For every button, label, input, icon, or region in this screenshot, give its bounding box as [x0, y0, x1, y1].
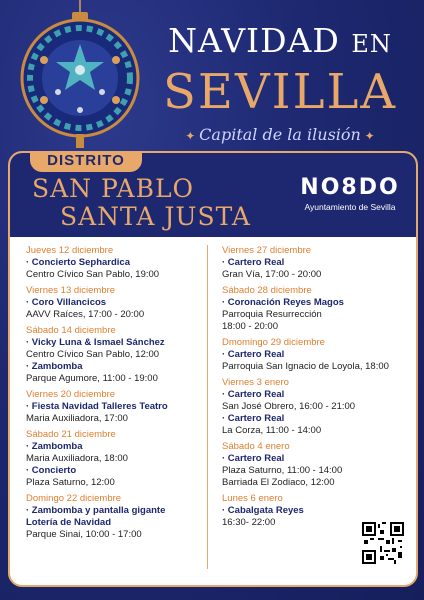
title-sevilla: SEVILLA: [163, 64, 397, 120]
day-block: [222, 337, 400, 373]
event-title: · Vicky Luna & Ismael Sánchez: [26, 337, 165, 348]
event-date: Viernes 13 diciembre: [26, 285, 116, 296]
day-block: [26, 389, 204, 425]
program-card: [8, 151, 418, 587]
event-title: · Zambomba: [26, 361, 83, 372]
event-date: Sábado 14 diciembre: [26, 325, 116, 336]
event-date: Viernes 3 enero: [222, 377, 289, 388]
event-place: La Corza, 11:00 - 14:00: [222, 425, 322, 436]
event-date: Jueves 12 diciembre: [26, 245, 114, 256]
event-place: Barriada El Zodiaco, 12:00: [222, 477, 335, 488]
card-header: [10, 153, 416, 237]
day-block: [26, 325, 204, 385]
event-date: Viernes 20 diciembre: [26, 389, 116, 400]
event-place: Plaza Saturno, 11:00 - 14:00: [222, 465, 343, 476]
event-title: · Coro Villancicos: [26, 297, 107, 308]
christmas-bauble-icon: [14, 0, 154, 150]
event-title: · Cartero Real: [222, 257, 285, 268]
day-block: [222, 377, 400, 437]
ayuntamiento-logo: [292, 175, 408, 225]
event-place: 16:30- 22:00: [222, 517, 276, 528]
event-place: AAVV Raíces, 17:00 - 20:00: [26, 309, 145, 320]
event-place: Maria Auxiliadora, 17:00: [26, 413, 128, 424]
day-block: [222, 285, 400, 333]
event-date: Dmomingo 29 diciembre: [222, 337, 325, 348]
column-divider: [207, 245, 208, 569]
event-place: Centro Cívico San Pablo, 19:00: [26, 269, 160, 280]
day-block: [26, 429, 204, 489]
event-title: · Cartero Real: [222, 349, 285, 360]
qr-code-icon: [362, 522, 404, 564]
left-column: [26, 245, 204, 545]
event-title: · Zambomba y pantalla gigante: [26, 505, 166, 516]
event-date: Sábado 4 enero: [222, 441, 290, 452]
event-title: Lotería de Navidad: [26, 517, 111, 528]
tagline: ✦ Capital de la ilusión ✦: [185, 125, 375, 144]
event-date: Sábado 21 diciembre: [26, 429, 116, 440]
event-title: · Cartero Real: [222, 389, 285, 400]
event-place: 18:00 - 20:00: [222, 321, 278, 332]
district-name: SAN PABLO SANTA JUSTA: [32, 174, 251, 231]
event-title: · Fiesta Navidad Talleres Teatro: [26, 401, 168, 412]
event-title: · Cartero Real: [222, 453, 285, 464]
day-block: [222, 441, 400, 489]
event-title: · Zambomba: [26, 441, 83, 452]
event-place: Maria Auxiliadora, 18:00: [26, 453, 128, 464]
event-title: · Coronación Reyes Magos: [222, 297, 344, 308]
right-column: [222, 245, 400, 533]
logo-subtitle: Ayuntamiento de Sevilla: [304, 202, 396, 212]
no8do-logo: NO8DO: [300, 175, 400, 200]
event-title: · Cartero Real: [222, 413, 285, 424]
event-place: Parroquia San Ignacio de Loyola, 18:00: [222, 361, 389, 372]
event-place: Parque Agumore, 11:00 - 19:00: [26, 373, 158, 384]
event-date: Domingo 22 diciembre: [26, 493, 122, 504]
title-navidad: NAVIDAD EN: [168, 21, 392, 60]
day-block: [26, 245, 204, 281]
event-place: Parque Sinai, 10:00 - 17:00: [26, 529, 142, 540]
event-place: Centro Cívico San Pablo, 12:00: [26, 349, 160, 360]
district-tab: DISTRITO: [30, 151, 142, 172]
day-block: [26, 285, 204, 321]
event-date: Sábado 28 diciembre: [222, 285, 312, 296]
event-place: San José Obrero, 16:00 - 21:00: [222, 401, 356, 412]
event-title: · Cabalgata Reyes: [222, 505, 304, 516]
event-place: Plaza Saturno, 12:00: [26, 477, 115, 488]
event-title: · Concierto Sephardica: [26, 257, 130, 268]
event-place: Parroquia Resurrección: [222, 309, 322, 320]
day-block: [222, 245, 400, 281]
event-place: Gran Vía, 17:00 - 20:00: [222, 269, 322, 280]
event-date: Lunes 6 enero: [222, 493, 283, 504]
event-title: · Concierto: [26, 465, 77, 476]
day-block: [26, 493, 204, 541]
title-block: [140, 22, 420, 144]
event-date: Viernes 27 diciembre: [222, 245, 312, 256]
